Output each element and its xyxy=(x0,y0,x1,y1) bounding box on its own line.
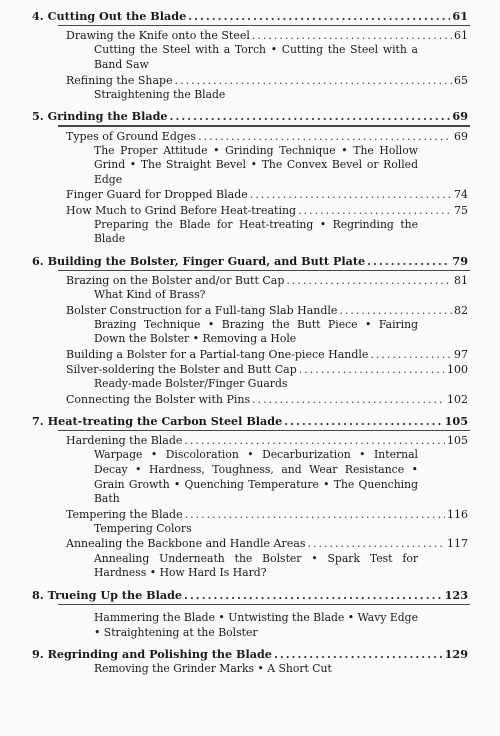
chapter-heading xyxy=(28,644,468,662)
chapter-page: 61 xyxy=(452,9,468,23)
chapter-title: 9. Regrinding and Polishing the Blade xyxy=(32,647,272,662)
chapter-heading xyxy=(28,6,468,24)
chapter-title: 6. Building the Bolster, Finger Guard, and Butt Plate xyxy=(32,253,366,268)
entry-title: Tempering the Blade xyxy=(66,507,183,521)
chapter-title: 5. Grinding the Blade xyxy=(32,109,168,124)
toc-entry xyxy=(28,73,468,88)
entry-page: 82 xyxy=(454,303,468,317)
leader-dots xyxy=(184,433,445,448)
entry-page: 81 xyxy=(454,274,468,288)
chapter-page: 105 xyxy=(444,413,468,428)
toc-entry xyxy=(28,303,468,318)
leader-dots xyxy=(250,187,452,202)
entry-page: 97 xyxy=(454,348,468,362)
chapter-9 xyxy=(28,644,468,677)
leader-dots xyxy=(252,28,452,43)
divider xyxy=(58,25,470,26)
leader-dots xyxy=(286,273,452,288)
chapter-page: 123 xyxy=(444,587,468,602)
entry-title: Connecting the Bolster with Pins xyxy=(66,392,251,406)
toc-entry xyxy=(28,273,468,288)
chapter-8 xyxy=(28,585,468,640)
chapter-page: 79 xyxy=(452,253,468,268)
entry-page: 69 xyxy=(454,129,468,143)
leader-dots xyxy=(252,392,445,407)
toc-entry xyxy=(28,347,468,362)
entry-subtopics: Removing the Grinder Marks • A Short Cut xyxy=(94,662,332,676)
entry-subtopics: Cutting the Steel with a Torch • Cutting the Steel with a Band Saw xyxy=(94,43,418,71)
leader-dots xyxy=(170,108,451,124)
toc-entry xyxy=(28,129,468,144)
divider xyxy=(58,604,470,605)
toc-entry xyxy=(28,28,468,43)
leader-dots xyxy=(185,507,445,522)
entry-page: 61 xyxy=(454,29,468,43)
divider xyxy=(58,125,470,126)
entry-page: 75 xyxy=(454,203,468,217)
entry-title: Bolster Construction for a Full-tang Slab Handle xyxy=(66,303,338,317)
entry-subtopics: Warpage • Discoloration • Decarburization • Internal Decay • Hardness, Toughness, and Wear Resistance • Grain Growth • Quenching Temperature • The Quenching Bath xyxy=(94,448,418,506)
entry-subtopics: Ready-made Bolster/Finger Guards xyxy=(94,377,288,391)
leader-dots xyxy=(188,8,450,24)
entry-title: Annealing the Backbone and Handle Areas xyxy=(66,537,306,551)
entry-title: Brazing on the Bolster and/or Butt Cap xyxy=(66,274,285,288)
chapter-6 xyxy=(28,251,468,407)
toc-entry xyxy=(28,203,468,218)
leader-dots xyxy=(367,253,450,269)
toc-entry xyxy=(28,433,468,448)
entry-page: 74 xyxy=(454,188,468,202)
entry-subtopics: Annealing Underneath the Bolster • Spark Test for Hardness • How Hard Is Hard? xyxy=(94,551,418,580)
entry-page: 65 xyxy=(454,73,468,87)
leader-dots xyxy=(370,347,452,362)
leader-dots xyxy=(307,536,445,551)
chapter-heading xyxy=(28,106,468,124)
chapter-title: 4. Cutting Out the Blade xyxy=(32,9,187,23)
entry-subtopics: What Kind of Brass? xyxy=(94,288,206,302)
chapter-heading xyxy=(28,251,468,269)
leader-dots xyxy=(184,587,443,603)
leader-dots xyxy=(198,129,452,144)
entry-subtopics: Hammering the Blade • Untwisting the Blade • Wavy Edge • Straightening at the Bolster xyxy=(94,610,418,639)
entry-subtopics: Tempering Colors xyxy=(94,521,192,535)
entry-title: How Much to Grind Before Heat-treating xyxy=(66,203,297,217)
chapter-title: 7. Heat-treating the Carbon Steel Blade xyxy=(32,413,283,428)
chapter-5 xyxy=(28,106,468,247)
entry-title: Silver-soldering the Bolster and Butt Cap xyxy=(66,363,297,377)
entry-page: 117 xyxy=(447,537,468,551)
entry-title: Finger Guard for Dropped Blade xyxy=(66,188,248,202)
toc-entry xyxy=(28,536,468,551)
leader-dots xyxy=(175,73,452,88)
entry-subtopics: Straightening the Blade xyxy=(94,87,226,101)
chapter-heading xyxy=(28,411,468,429)
toc-entry xyxy=(28,392,468,407)
leader-dots xyxy=(274,646,443,662)
leader-dots xyxy=(284,413,442,429)
chapter-7 xyxy=(28,411,468,581)
entry-subtopics: Preparing the Blade for Heat-treating • Regrinding the Blade xyxy=(94,217,418,246)
entry-title: Types of Ground Edges xyxy=(66,129,197,143)
leader-dots xyxy=(339,303,452,318)
chapter-page: 69 xyxy=(452,109,468,124)
entry-page: 116 xyxy=(447,507,468,521)
toc-entry xyxy=(28,187,468,202)
entry-page: 105 xyxy=(447,434,468,448)
table-of-contents xyxy=(28,6,468,681)
toc-entry xyxy=(28,507,468,522)
toc-entry xyxy=(28,362,468,377)
entry-page: 100 xyxy=(447,363,468,377)
entry-title: Hardening the Blade xyxy=(66,434,183,448)
entry-title: Refining the Shape xyxy=(66,73,173,87)
entry-subtopics: Brazing Technique • Brazing the Butt Piece • Fairing Down the Bolster • Removing a Hole xyxy=(94,317,418,346)
chapter-title: 8. Trueing Up the Blade xyxy=(32,587,183,602)
chapter-heading xyxy=(28,585,468,603)
entry-title: Building a Bolster for a Partial-tang One-piece Handle xyxy=(66,348,369,362)
entry-subtopics: The Proper Attitude • Grinding Technique • The Hollow Grind • The Straight Bevel • The Convex Bevel or Rolled Edge xyxy=(94,143,418,186)
entry-page: 102 xyxy=(447,392,468,406)
divider xyxy=(58,430,470,431)
entry-title: Drawing the Knife onto the Steel xyxy=(66,29,250,43)
chapter-page: 129 xyxy=(444,647,468,662)
leader-dots xyxy=(298,203,452,218)
chapter-4 xyxy=(28,6,468,102)
leader-dots xyxy=(299,362,445,377)
divider xyxy=(58,270,470,271)
